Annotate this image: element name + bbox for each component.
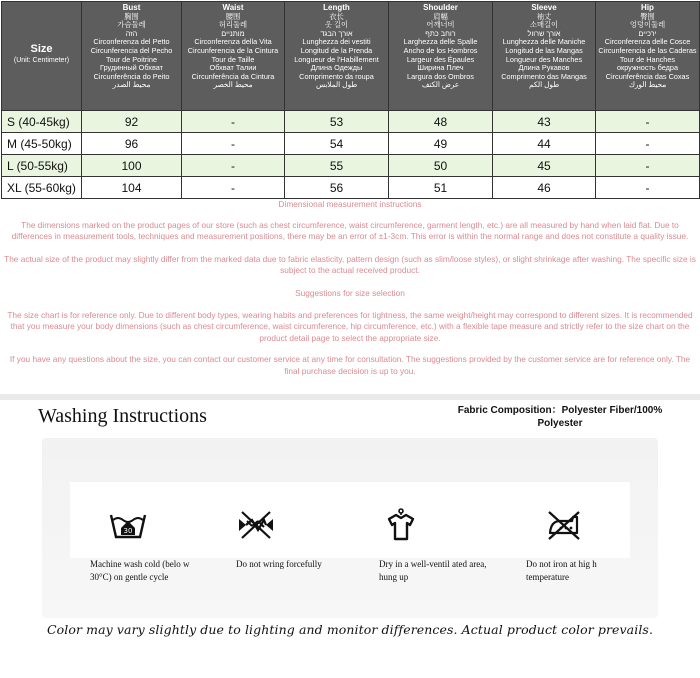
header-size: Size (Unit: Centimeter) [2, 2, 82, 111]
size-cell: S (40-45kg) [2, 111, 82, 133]
header-hip: Hip 臀围 엉덩이둘레 ירכיים Circonferenza delle Cosce Circunferencia de las Caderas Tour de Hanches окружность бедра Circunferência das Coxas محيط الورك [596, 2, 700, 111]
waist-cell: - [182, 133, 285, 155]
measurement-notes [2, 199, 698, 378]
notes-paragraph: The dimensions marked on the product pages of our store (such as chest circumference, waist circumference, garment length, etc.) are all measured by hand when laid flat. Due to differences in measurement tools, techniques and measurement positions, there may be an error of ±1-3cm. This error is within the normal range and does not constitute a quality issue. [11, 219, 689, 242]
waist-cell: - [182, 111, 285, 133]
length-cell: 54 [285, 133, 389, 155]
care-panel [42, 438, 658, 618]
do-not-wring-icon [236, 507, 276, 543]
hip-cell: - [596, 133, 700, 155]
size-chart-header-row [2, 2, 700, 111]
notes-paragraph: The size chart is for reference only. Due to different body types, wearing habits and preferences for tightness, the same weight/height may correspond to different sizes. It is recommended that you measure your body dimensions (such as chest circumference, waist circumference, hip circumference, etc.) with a flexible tape measure and strictly refer to the size chart on the product detail page to select the appropriate size. [7, 309, 693, 343]
svg-text:30: 30 [123, 527, 133, 535]
header-waist: Waist 腰围 허리둘레 מותניים Circonferenza della Vita Circunferencia de la Cintura Tour de Taille Обхват Талии Circunferência da Cintura محيط الخصر [182, 2, 285, 111]
notes-paragraph: The actual size of the product may slightly differ from the marked data due to fabric elasticity, pattern design (such as slim/loose styles), or slight shrinkage after washing. The specific size is subject to the actual received product. [4, 253, 696, 276]
fabric-composition: Fabric Composition：Polyester Fiber/100% Polyester [457, 405, 663, 429]
notes-heading-size-selection: Suggestions for size selection [295, 287, 405, 298]
header-shoulder: Shoulder 肩幅 어깨너비 רוחב כתף Larghezza delle Spalle Ancho de los Hombros Largeur des Épaules Ширина Плеч Largura dos Ombros عرض الكتف [389, 2, 493, 111]
washing-instructions-title: Washing Instructions [38, 405, 207, 427]
table-row [2, 111, 700, 133]
table-row [2, 177, 700, 199]
sleeve-cell: 45 [493, 155, 596, 177]
waist-cell: - [182, 177, 285, 199]
hang-dry-icon [381, 507, 421, 543]
shoulder-cell: 49 [389, 133, 493, 155]
section-divider [0, 394, 700, 400]
do-not-iron-icon [544, 507, 584, 543]
hip-cell: - [596, 155, 700, 177]
length-cell: 53 [285, 111, 389, 133]
sleeve-cell: 44 [493, 133, 596, 155]
care-panel-inner [70, 482, 630, 582]
care-text: Dry in a well-ventil ated area, hung up [379, 559, 487, 582]
shoulder-cell: 48 [389, 111, 493, 133]
length-cell: 55 [285, 155, 389, 177]
shoulder-cell: 50 [389, 155, 493, 177]
machine-wash-cold-icon [108, 507, 148, 543]
size-cell: M (45-50kg) [2, 133, 82, 155]
care-text: Machine wash cold (belo w 30°C) on gentle cycle [90, 559, 190, 582]
size-cell: L (50-55kg) [2, 155, 82, 177]
care-text: Do not wring forcefully [236, 559, 322, 569]
bust-cell: 104 [82, 177, 182, 199]
table-row [2, 133, 700, 155]
hip-cell: - [596, 177, 700, 199]
bust-cell: 92 [82, 111, 182, 133]
notes-heading-measurement: Dimensional measurement instructions [278, 199, 422, 209]
length-cell: 56 [285, 177, 389, 199]
header-length: Length 衣长 옷 길이 אורך הבגד Lunghezza dei vestiti Longitud de la Prenda Longueur de l'Habillement Длина Одежды Comprimento da roupa طول الملابس [285, 2, 389, 111]
hip-cell: - [596, 111, 700, 133]
header-sleeve: Sleeve 袖丈 소매길이 אורך שרוול Lunghezza delle Maniche Longitud de las Mangas Longueur des Manches Длина Рукавов Comprimento das Mangas طول الكم [493, 2, 596, 111]
size-chart-table [1, 1, 700, 199]
shoulder-cell: 51 [389, 177, 493, 199]
color-disclaimer: Color may vary slightly due to lighting and monitor differences. Actual product color prevails. [46, 622, 654, 637]
header-bust: Bust 胸围 가슴둘레 הזה Circonferenza del Petto Circunferencia del Pecho Tour de Poitrine Грудинный Обхват Circunferência do Peito محيط الصدر [82, 2, 182, 111]
bust-cell: 96 [82, 133, 182, 155]
care-text: Do not iron at hig h temperature [526, 559, 597, 582]
table-row [2, 155, 700, 177]
sleeve-cell: 46 [493, 177, 596, 199]
notes-paragraph: If you have any questions about the size, you can contact our customer service at any time for consultation. The suggestions provided by the customer service are for reference only. The final purchase decision is up to you. [9, 354, 691, 376]
size-cell: XL (55-60kg) [2, 177, 82, 199]
sleeve-cell: 43 [493, 111, 596, 133]
waist-cell: - [182, 155, 285, 177]
bust-cell: 100 [82, 155, 182, 177]
